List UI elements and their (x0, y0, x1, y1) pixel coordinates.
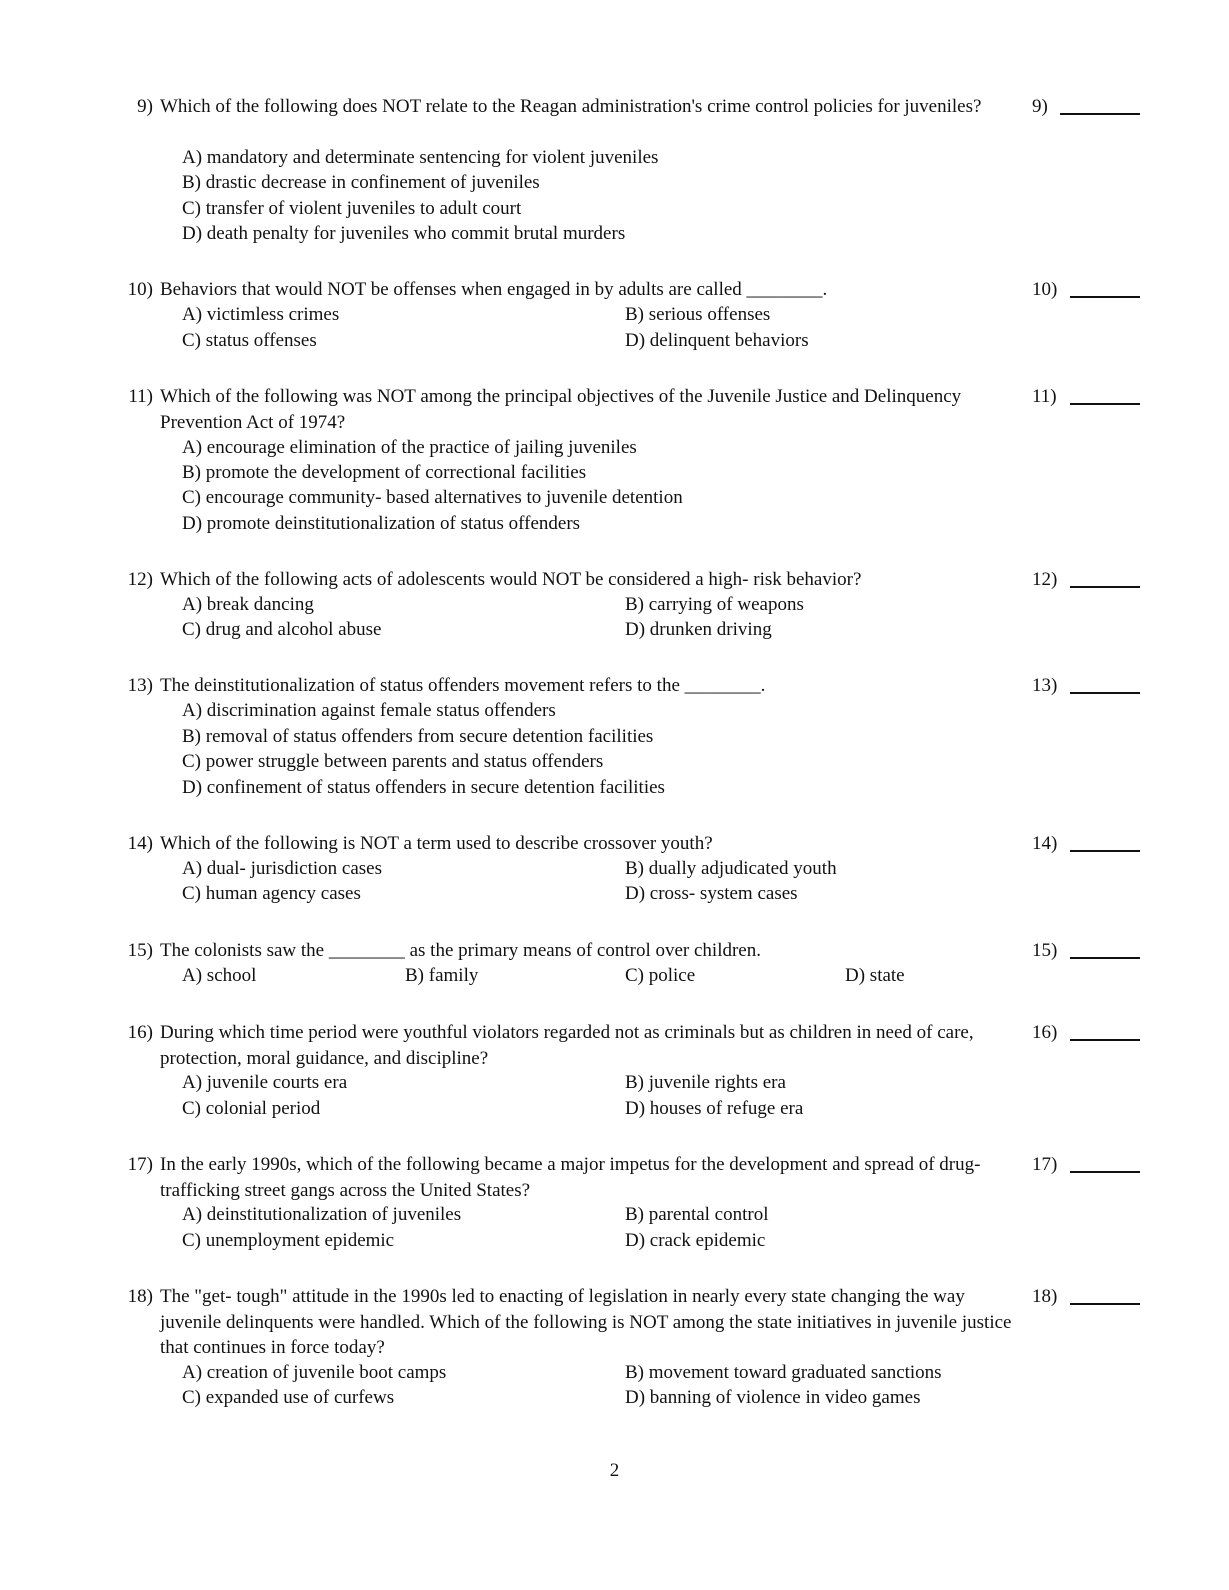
option-b[interactable]: B) serious offenses (625, 304, 771, 325)
answer-blank[interactable] (1070, 296, 1140, 298)
answer-number: 12) (1032, 569, 1058, 590)
answer-number: 18) (1032, 1286, 1058, 1307)
question-number: 17) (127, 1154, 153, 1175)
answer-number: 14) (1032, 833, 1058, 854)
option-d[interactable]: D) crack epidemic (625, 1230, 766, 1251)
option-a[interactable]: A) mandatory and determinate sentencing for violent juveniles (182, 147, 659, 168)
option-a[interactable]: A) victimless crimes (182, 304, 340, 325)
option-d[interactable]: D) delinquent behaviors (625, 330, 809, 351)
option-a[interactable]: A) break dancing (182, 594, 314, 615)
question-text: Which of the following does NOT relate to the Reagan administration's crime control policies for juveniles? (160, 96, 982, 117)
page-number: 2 (609, 1460, 620, 1481)
question-text: Which of the following is NOT a term used to describe crossover youth? (160, 833, 713, 854)
option-d[interactable]: D) drunken driving (625, 619, 772, 640)
answer-blank[interactable] (1060, 113, 1140, 115)
question-text: Which of the following was NOT among the principal objectives of the Juvenile Justice and Delinquency Prevention Act of 1974? (160, 386, 962, 433)
option-b[interactable]: B) carrying of weapons (625, 594, 804, 615)
answer-blank[interactable] (1070, 957, 1140, 959)
option-d[interactable]: D) cross- system cases (625, 883, 798, 904)
option-a[interactable]: A) school (182, 965, 257, 986)
answer-blank[interactable] (1070, 403, 1140, 405)
question-number: 15) (127, 940, 153, 961)
answer-number: 16) (1032, 1022, 1058, 1043)
answer-blank[interactable] (1070, 1039, 1140, 1041)
answer-number: 13) (1032, 675, 1058, 696)
option-c[interactable]: C) status offenses (182, 330, 317, 351)
option-b[interactable]: B) removal of status offenders from secure detention facilities (182, 726, 654, 747)
option-b[interactable]: B) dually adjudicated youth (625, 858, 837, 879)
question-number: 9) (137, 96, 153, 117)
question-text: The colonists saw the ________ as the primary means of control over children. (160, 940, 761, 961)
question-text: During which time period were youthful violators regarded not as criminals but as children in need of care, protection, moral guidance, and discipline? (160, 1022, 974, 1069)
option-a[interactable]: A) dual- jurisdiction cases (182, 858, 382, 879)
question-number: 11) (128, 386, 153, 407)
option-d[interactable]: D) houses of refuge era (625, 1098, 804, 1119)
option-b[interactable]: B) movement toward graduated sanctions (625, 1362, 942, 1383)
question-number: 14) (127, 833, 153, 854)
option-d[interactable]: D) promote deinstitutionalization of status offenders (182, 513, 581, 534)
option-a[interactable]: A) encourage elimination of the practice of jailing juveniles (182, 437, 637, 458)
answer-blank[interactable] (1070, 1303, 1140, 1305)
question-text: Which of the following acts of adolescents would NOT be considered a high- risk behavior? (160, 569, 862, 590)
option-b[interactable]: B) family (405, 965, 479, 986)
option-a[interactable]: A) deinstitutionalization of juveniles (182, 1204, 462, 1225)
option-d[interactable]: D) confinement of status offenders in secure detention facilities (182, 777, 665, 798)
option-c[interactable]: C) expanded use of curfews (182, 1387, 395, 1408)
option-a[interactable]: A) discrimination against female status offenders (182, 700, 556, 721)
option-d[interactable]: D) banning of violence in video games (625, 1387, 921, 1408)
option-c[interactable]: C) unemployment epidemic (182, 1230, 395, 1251)
option-b[interactable]: B) juvenile rights era (625, 1072, 786, 1093)
option-c[interactable]: C) police (625, 965, 696, 986)
option-a[interactable]: A) creation of juvenile boot camps (182, 1362, 447, 1383)
option-c[interactable]: C) drug and alcohol abuse (182, 619, 382, 640)
option-c[interactable]: C) encourage community- based alternatives to juvenile detention (182, 487, 683, 508)
answer-blank[interactable] (1070, 586, 1140, 588)
option-a[interactable]: A) juvenile courts era (182, 1072, 348, 1093)
answer-number: 17) (1032, 1154, 1058, 1175)
answer-blank[interactable] (1070, 1171, 1140, 1173)
question-number: 18) (127, 1286, 153, 1307)
option-d[interactable]: D) death penalty for juveniles who commit brutal murders (182, 223, 626, 244)
question-number: 10) (127, 279, 153, 300)
question-text: In the early 1990s, which of the following became a major impetus for the development and spread of drug- trafficking street gangs across the United States? (160, 1154, 981, 1201)
answer-number: 15) (1032, 940, 1058, 961)
option-b[interactable]: B) promote the development of correctional facilities (182, 462, 587, 483)
answer-blank[interactable] (1070, 850, 1140, 852)
answer-blank[interactable] (1070, 692, 1140, 694)
option-b[interactable]: B) parental control (625, 1204, 769, 1225)
option-c[interactable]: C) colonial period (182, 1098, 321, 1119)
question-number: 16) (127, 1022, 153, 1043)
option-c[interactable]: C) power struggle between parents and status offenders (182, 751, 604, 772)
question-text: The deinstitutionalization of status offenders movement refers to the ________. (160, 675, 766, 696)
question-number: 13) (127, 675, 153, 696)
option-b[interactable]: B) drastic decrease in confinement of juveniles (182, 172, 540, 193)
answer-number: 11) (1032, 386, 1057, 407)
option-c[interactable]: C) transfer of violent juveniles to adult court (182, 198, 522, 219)
answer-number: 9) (1032, 96, 1048, 117)
question-text: Behaviors that would NOT be offenses when engaged in by adults are called ________. (160, 279, 828, 300)
question-number: 12) (127, 569, 153, 590)
answer-number: 10) (1032, 279, 1058, 300)
question-text: The "get- tough" attitude in the 1990s led to enacting of legislation in nearly every state changing the way juvenile delinquents were handled. Which of the following is NOT among the state initiatives in juvenile justice that continues in force today? (160, 1286, 1012, 1358)
option-c[interactable]: C) human agency cases (182, 883, 361, 904)
option-d[interactable]: D) state (845, 965, 905, 986)
